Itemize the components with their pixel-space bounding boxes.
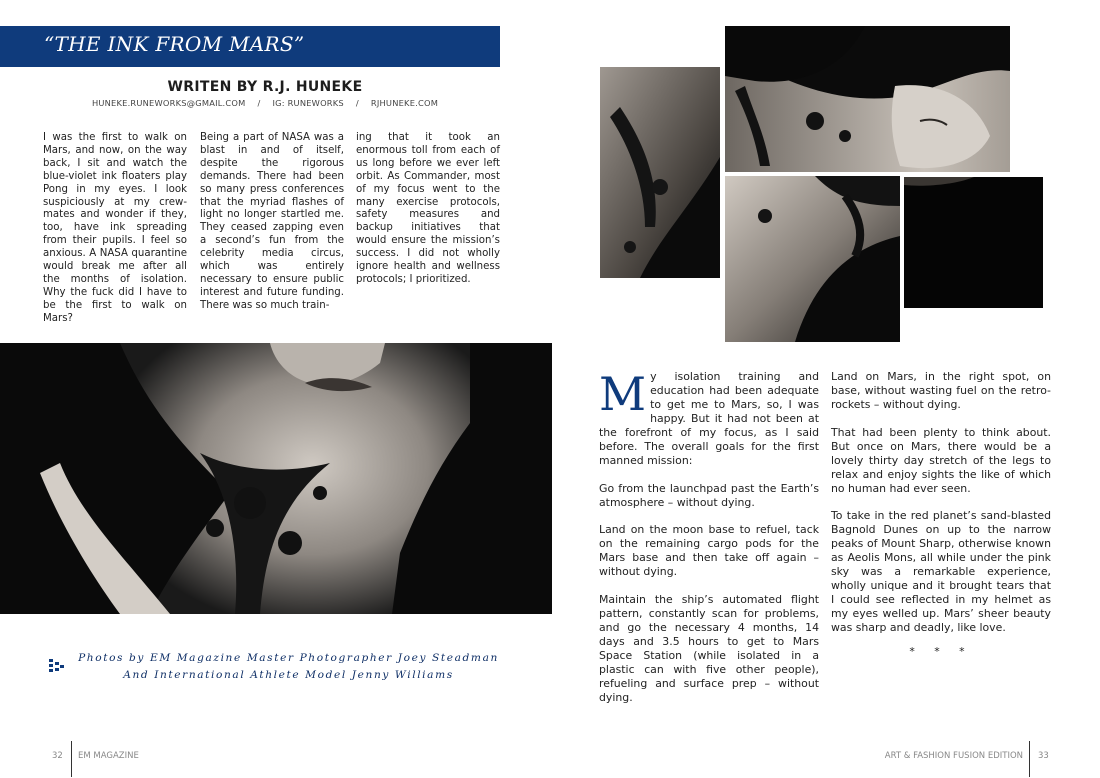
right-page-number: 33 bbox=[1038, 751, 1049, 761]
photo-collage-2 bbox=[725, 26, 1010, 172]
author-instagram: IG: RUNEWORKS bbox=[272, 98, 344, 108]
left-page-number: 32 bbox=[52, 751, 63, 761]
right-paragraph bbox=[599, 367, 819, 468]
right-paragraph: Land on the moon base to refuel, tack on the remaining cargo pods for the Mars base and then take off again – without dying. bbox=[599, 523, 819, 579]
body-column-2: Being a part of NASA was a blast in and of itself, despite the rigorous demands. There had been so many press conferences that the myriad flashes of light no longer startled me. They ceased zapping even a second’s fun from the celebrity media circus, which was entirely necessary to ensure public interest and future funding. There was so much train- bbox=[200, 132, 344, 311]
byline: WRITEN BY R.J. HUNEKE bbox=[167, 79, 363, 95]
edition-label: ART & FASHION FUSION EDITION bbox=[884, 751, 1023, 761]
body-column-1: I was the first to walk on Mars, and now, on the way back, I sit and watch the blue-violet ink floaters play Pong in my eyes. I look suspiciously at my crew-mates and wonder if they, too, have ink spreading from their pupils. I feel so anxious. A NASA quarantine would break me after all the months of isolation. Why the fuck did I have to be the first to walk on Mars? bbox=[43, 132, 187, 324]
photo-credit-line-1: Photos by EM Magazine Master Photographer Joey Steadman bbox=[78, 652, 499, 664]
photo-collage-3 bbox=[725, 176, 900, 342]
right-column-1 bbox=[599, 367, 819, 718]
right-column-2 bbox=[831, 370, 1051, 659]
author-contact bbox=[30, 98, 500, 108]
left-magazine-label: EM MAGAZINE bbox=[78, 751, 139, 761]
photo-collage-4 bbox=[904, 177, 1043, 308]
right-paragraph: Maintain the ship’s automated flight pattern, constantly scan for problems, and go the necessary 4 months, 14 days and 3.5 hours to get to Mars Space Station (while isolated in a plastic can with five other people), refueling and surface prep – without dying. bbox=[599, 592, 819, 704]
right-paragraph: That had been plenty to think about. But once on Mars, there would be a lovely thirty day stretch of the legs to relax and enjoy sights the like of which no human had ever seen. bbox=[831, 425, 1051, 495]
photo-collage-1 bbox=[600, 67, 720, 278]
right-paragraph: Land on Mars, in the right spot, on base, without wasting fuel on the retro-rockets – without dying. bbox=[831, 370, 1051, 411]
main-photo bbox=[0, 343, 552, 614]
article-title: “THE INK FROM MARS” bbox=[44, 32, 305, 56]
left-footer-divider bbox=[71, 741, 72, 777]
contact-separator: / bbox=[355, 98, 359, 108]
drop-cap: M bbox=[599, 367, 647, 421]
right-paragraph: Go from the launchpad past the Earth’s atmosphere – without dying. bbox=[599, 481, 819, 509]
author-website: RJHUNEKE.COM bbox=[370, 98, 439, 108]
logo-icon bbox=[49, 658, 65, 672]
right-paragraph: To take in the red planet’s sand-blasted Bagnold Dunes on up to the narrow peaks of Mount Sharp, otherwise known as Aeolis Mons, all while under the pink sky was a remarkable experience, wholly unique and it brought tears that I could see reflected in my helmet as my eyes welled up. Mars’ sheer beauty was sharp and deadly, like love. bbox=[831, 509, 1051, 635]
right-paragraph-text: y isolation training and education had been adequate to get me to Mars, so, I was happy. But it had not been at the forefront of my focus, as I said before. The overall goals for the first manned mission: bbox=[599, 370, 819, 467]
contact-separator: / bbox=[257, 98, 261, 108]
photo-credit bbox=[76, 650, 501, 684]
author-email: HUNEKE.RUNEWORKS@GMAIL.COM bbox=[91, 98, 246, 108]
photo-credit-line-2: And International Athlete Model Jenny Williams bbox=[123, 669, 454, 681]
body-column-3: ing that it took an enormous toll from each of us long before we ever left orbit. As Commander, most of my focus went to the many exercise protocols, safety measures and backup initiatives that would ensure the mission’s success. I did not wholly ignore health and wellness protocols; I prioritized. bbox=[356, 132, 500, 285]
right-footer-divider bbox=[1029, 741, 1030, 777]
end-mark: * * * bbox=[909, 644, 973, 658]
